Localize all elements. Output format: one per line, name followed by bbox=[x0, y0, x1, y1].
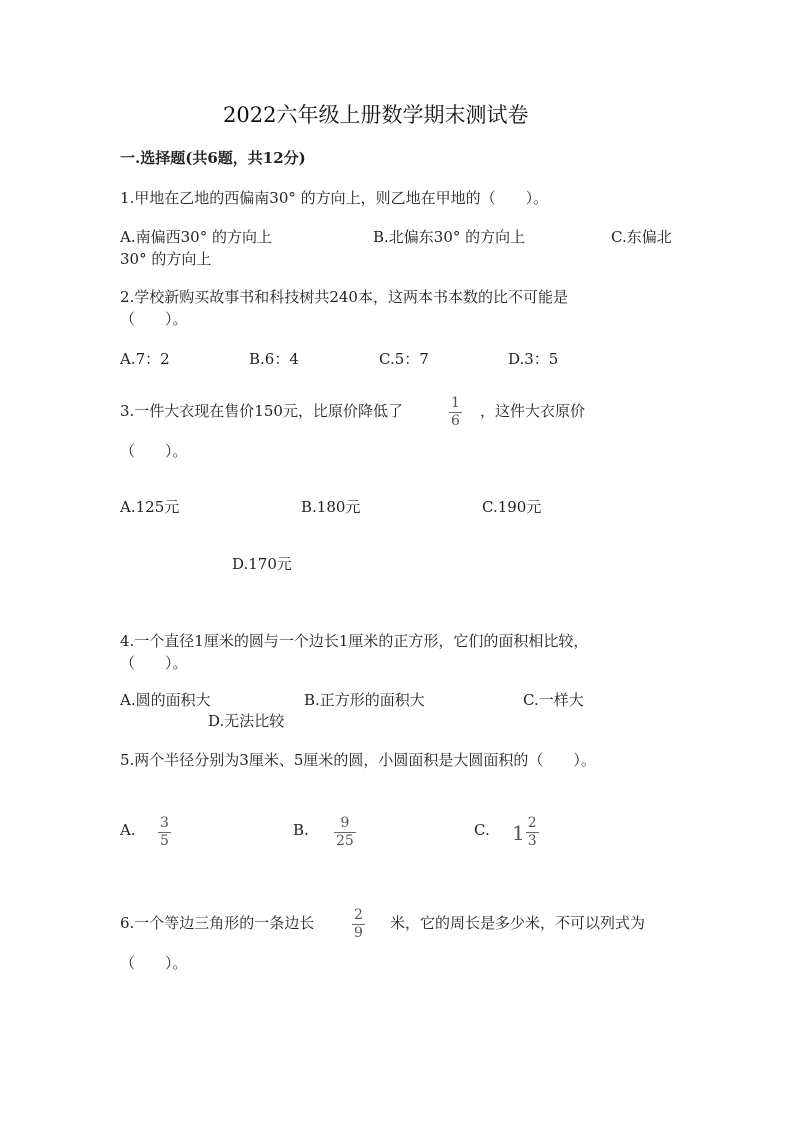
question-4-option-b: B.正方形的面积大 bbox=[304, 691, 425, 709]
section-heading: 一.选择题(共6题，共12分) bbox=[120, 149, 306, 167]
fraction-numerator: 2 bbox=[354, 907, 363, 923]
question-1-option-c-continued: 30° 的方向上 bbox=[120, 250, 212, 268]
question-4-option-d: D.无法比较 bbox=[208, 712, 285, 730]
question-3-option-d: D.170元 bbox=[232, 555, 292, 573]
question-2-option-a: A.7：2 bbox=[120, 350, 170, 368]
fraction-numerator: 9 bbox=[340, 815, 350, 831]
question-5-option-c-label: C. bbox=[474, 821, 490, 839]
question-3-option-b: B.180元 bbox=[301, 498, 361, 516]
question-3-option-c: C.190元 bbox=[482, 498, 542, 516]
question-6-stem-end: 米，它的周长是多少米，不可以列式为 bbox=[390, 914, 646, 932]
question-2-option-c: C.5：7 bbox=[379, 350, 429, 368]
question-1-option-c: C.东偏北 bbox=[611, 228, 672, 246]
fraction-denominator: 5 bbox=[160, 833, 169, 849]
question-1-option-a: A.南偏西30° 的方向上 bbox=[120, 228, 272, 246]
fraction-denominator: 6 bbox=[451, 413, 460, 429]
fraction-denominator: 3 bbox=[527, 833, 537, 849]
fraction-numerator: 1 bbox=[451, 395, 460, 411]
question-3-fraction bbox=[449, 396, 462, 429]
question-2-stem-blank: （ ）。 bbox=[120, 310, 188, 328]
question-6-stem-start: 6.一个等边三角形的一条边长 bbox=[120, 914, 315, 932]
mixed-number-whole: 1 bbox=[512, 820, 525, 845]
question-6-fraction bbox=[352, 908, 365, 941]
question-1-option-b: B.北偏东30° 的方向上 bbox=[373, 228, 526, 246]
question-2-option-b: B.6：4 bbox=[249, 350, 299, 368]
question-3-option-a: A.125元 bbox=[120, 498, 180, 516]
question-4-option-c: C.一样大 bbox=[523, 691, 584, 709]
question-4-stem-blank: （ ）。 bbox=[120, 654, 188, 672]
question-5-option-c-mixed-number bbox=[512, 816, 539, 849]
page-title: 2022六年级上册数学期末测试卷 bbox=[223, 103, 529, 127]
question-2-option-d: D.3：5 bbox=[508, 350, 559, 368]
question-4-option-a: A.圆的面积大 bbox=[120, 691, 211, 709]
question-1-stem: 1.甲地在乙地的西偏南30° 的方向上，则乙地在甲地的（ ）。 bbox=[120, 189, 549, 207]
question-5-option-a-fraction bbox=[158, 816, 171, 849]
fraction-numerator: 2 bbox=[527, 815, 537, 831]
question-3-stem-start: 3.一件大衣现在售价150元，比原价降低了 bbox=[120, 402, 403, 420]
mixed-number-fraction bbox=[526, 816, 539, 849]
fraction-denominator: 25 bbox=[336, 833, 354, 849]
fraction-denominator: 9 bbox=[354, 925, 363, 941]
question-3-stem-blank: （ ）。 bbox=[120, 442, 188, 460]
question-5-option-b-label: B. bbox=[293, 821, 309, 839]
question-2-stem: 2.学校新购买故事书和科技树共240本，这两本书本数的比不可能是 bbox=[120, 288, 568, 306]
question-4-stem: 4.一个直径1厘米的圆与一个边长1厘米的正方形，它们的面积相比较， bbox=[120, 632, 589, 650]
question-5-stem: 5.两个半径分别为3厘米、5厘米的圆，小圆面积是大圆面积的（ ）。 bbox=[120, 751, 596, 769]
question-5-option-a-label: A. bbox=[120, 821, 136, 839]
fraction-numerator: 3 bbox=[160, 815, 169, 831]
question-5-option-b-fraction bbox=[334, 816, 356, 849]
question-3-stem-end: ，这件大衣原价 bbox=[480, 402, 586, 420]
question-6-stem-blank: （ ）。 bbox=[120, 954, 188, 972]
